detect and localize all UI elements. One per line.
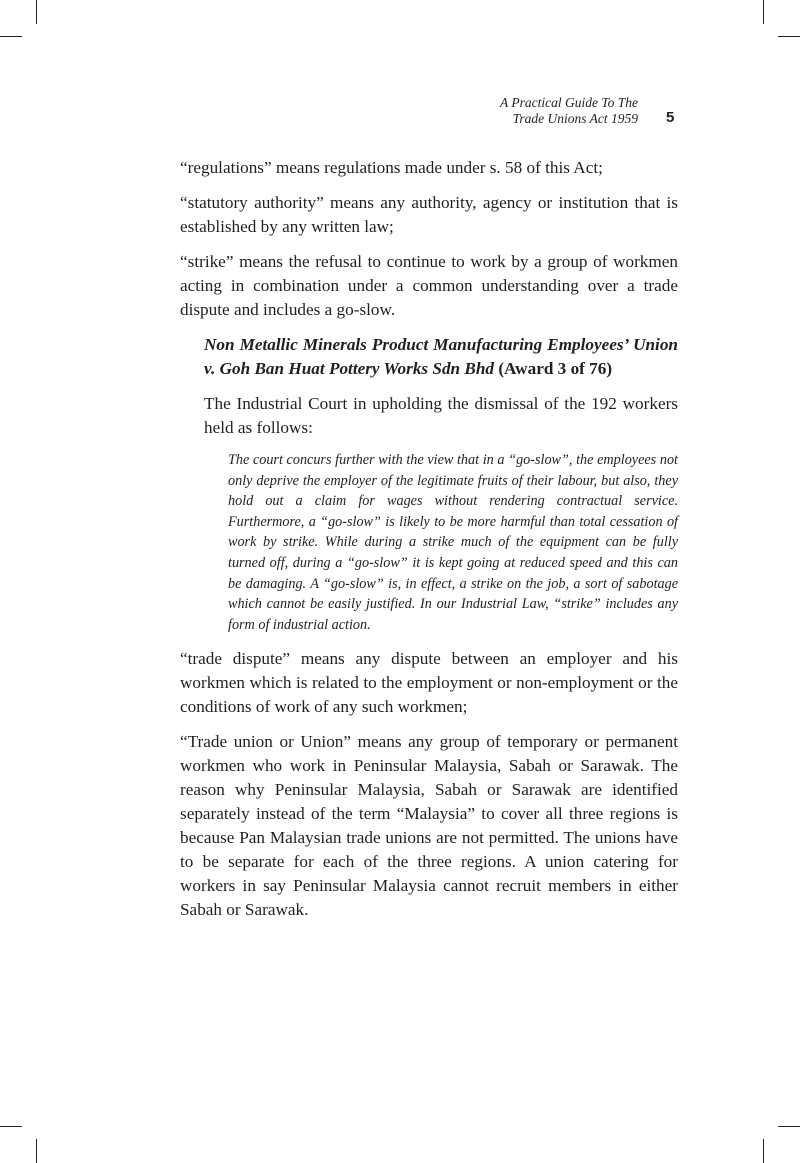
definition-strike: “strike” means the refusal to continue to work by a group of workmen acting in combination under a common understanding over a trade dispute and includes a go-slow.	[180, 252, 678, 319]
crop-mark-bottom-right-v	[763, 1139, 764, 1163]
crop-mark-top-right-h	[778, 36, 800, 37]
case-quote: The court concurs further with the view that in a “go-slow”, the employees not only deprive the employer of the legitimate fruits of their labour, but also, they hold out a claim for wages without rendering contractual service. Furthermore, a “go-slow” is likely to be more harmful than total cessation of work by strike. While during a strike much of the equipment can be fully turned off, during a “go-slow” it is kept going at reduced speed and this can be damaging. A “go-slow” is, in effect, a strike on the job, a sort of sabotage which cannot be easily justified. In our Industrial Law, “strike” includes any form of industrial action.	[228, 452, 678, 633]
page-body	[180, 156, 678, 933]
page-number: 5	[666, 109, 675, 126]
crop-mark-top-left-h	[0, 36, 22, 37]
crop-mark-bottom-left-h	[0, 1126, 22, 1127]
definition-statutory-authority: “statutory authority” means any authority, agency or institution that is established by any written law;	[180, 193, 678, 236]
definition-regulations: “regulations” means regulations made under s. 58 of this Act;	[180, 158, 603, 177]
crop-mark-top-left-v	[36, 0, 37, 24]
case-name: Non Metallic Minerals Product Manufacturing Employees’ Union v. Goh Ban Huat Pottery Works Sdn Bhd	[204, 335, 678, 378]
definition-trade-dispute: “trade dispute” means any dispute between an employer and his workmen which is related to the employment or non-employment or the conditions of work of any such workmen;	[180, 649, 678, 717]
running-header	[430, 95, 638, 127]
running-title-line2: Trade Unions Act 1959	[512, 111, 638, 126]
case-intro: The Industrial Court in upholding the dismissal of the 192 workers held as follows:	[204, 394, 678, 437]
definition-trade-union: “Trade union or Union” means any group of temporary or permanent workmen who work in Peninsular Malaysia, Sabah or Sarawak. The reason why Peninsular Malaysia, Sabah or Sarawak are identified separately instead of the term “Malaysia” to cover all three regions is because Pan Malaysian trade unions are not permitted. The unions have to be separate for each of the three regions. A union catering for workers in say Peninsular Malaysia cannot recruit members in either Sabah or Sarawak.	[180, 732, 678, 920]
case-citation	[204, 333, 678, 381]
case-award: (Award 3 of 76)	[498, 359, 613, 378]
crop-mark-bottom-right-h	[778, 1126, 800, 1127]
running-title-line1: A Practical Guide To The	[500, 95, 638, 110]
crop-mark-top-right-v	[763, 0, 764, 24]
crop-mark-bottom-left-v	[36, 1139, 37, 1163]
